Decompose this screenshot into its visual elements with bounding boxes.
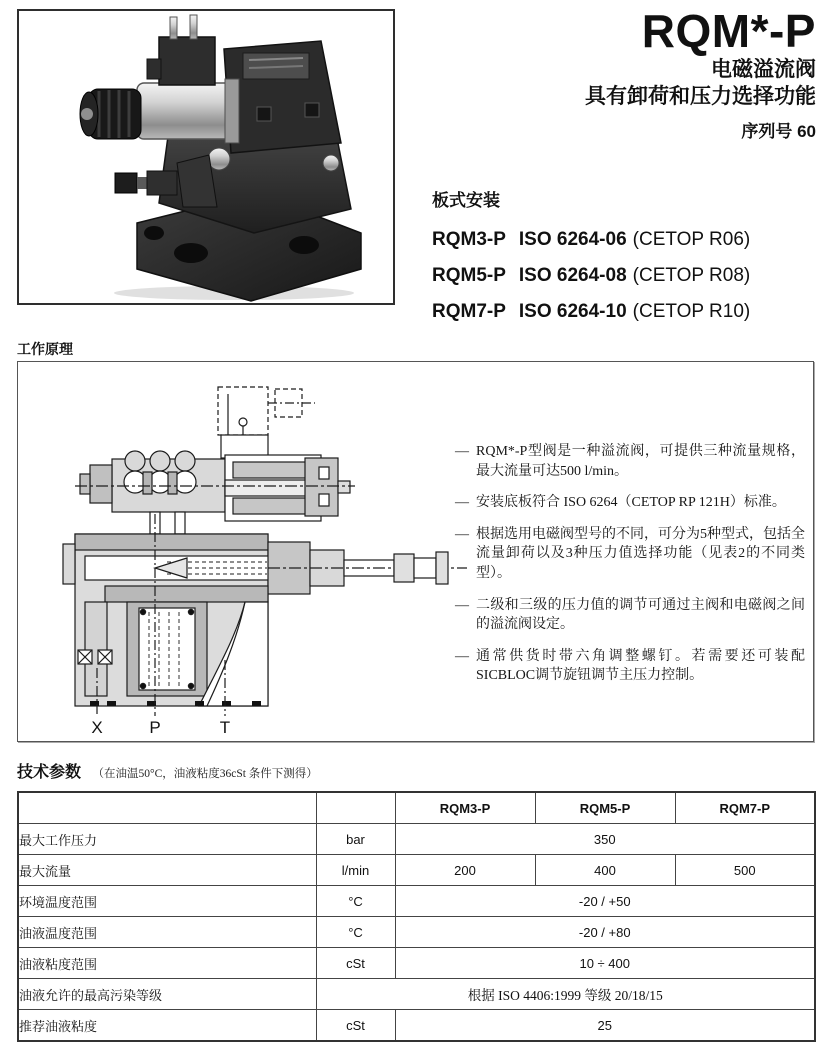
specs-heading: 技术参数 [17,764,82,781]
bullet-text: 通常供货时带六角调整螺钉。若需要还可装配SICBLOC调节旋钮调节主压力控制。 [476,648,805,684]
subtitle-function: 具有卸荷和压力选择功能 [585,85,816,109]
specs-header-row [18,792,815,824]
spec-param-name: 油液允许的最高污染等级 [18,979,316,1010]
bullet-text: 根据选用电磁阀型号的不同，可分为5种型式，包括全流量卸荷以及3种压力值选择功能（见表2的不同类型）。 [476,526,805,581]
model-code: RQM3-P [432,229,506,250]
model-iso-standard: ISO 6264-06 [518,229,627,250]
spec-param-name: 油液温度范围 [18,917,316,948]
solenoid-tube [137,83,237,139]
spec-row [18,855,815,886]
port-label-p: P [149,718,161,737]
model-iso-standard: ISO 6264-10 [518,301,627,322]
series-number: 序列号 60 [741,122,816,142]
spec-unit: bar [316,824,395,855]
spec-param-name: 最大流量 [18,855,316,886]
specs-heading-row [17,759,318,782]
subtitle-product-type: 电磁溢流阀 [711,57,816,81]
feature-bullet [455,647,805,686]
product-photo [19,11,393,303]
spec-unit: l/min [316,855,395,886]
bullet-dash: — [455,495,469,511]
bullet-dash: — [455,648,469,664]
feature-bullet [455,442,805,481]
model-cetop-size: (CETOP R10) [632,301,751,322]
bolt [323,155,339,171]
spec-row [18,824,815,855]
spec-unit: cSt [316,1010,395,1042]
model-row [432,222,750,258]
spec-row [18,1010,815,1042]
specs-test-condition: （在油温50°C，油液粘度36cSt 条件下测得） [92,768,318,780]
spec-unit: °C [316,886,395,917]
valve-cross-section-diagram [47,364,477,740]
spec-column-header: RQM3-P [395,792,535,824]
model-cetop-size: (CETOP R08) [632,265,751,286]
principle-heading: 工作原理 [17,341,73,357]
spec-param-name: 环境温度范围 [18,886,316,917]
bullet-dash: — [455,526,469,542]
connector-pin [170,17,177,39]
spec-value: 200 [395,855,535,886]
feature-bullet [455,493,805,513]
connector-pin [190,15,197,39]
spec-param-name: 油液粘度范围 [18,948,316,979]
spec-merged-value: 根据 ISO 4406:1999 等级 20/18/15 [316,979,815,1010]
specs-table [17,791,816,1042]
model-list [432,222,750,330]
spec-row [18,886,815,917]
spec-unit: °C [316,917,395,948]
bullet-text: 安装底板符合 ISO 6264（CETOP RP 121H）标准。 [476,495,786,511]
bullet-text: RQM*-P型阀是一种溢流阀，可提供三种流量规格，最大流量可达500 l/min。 [476,444,805,479]
spec-row [18,979,815,1010]
spec-column-header: RQM7-P [675,792,815,824]
spec-value: 350 [395,824,815,855]
port-label-x: X [91,718,103,737]
model-row [432,294,750,330]
model-code: RQM5-P [432,265,506,286]
spec-unit: cSt [316,948,395,979]
spec-column-header: RQM5-P [535,792,675,824]
port-label-t: T [219,718,231,737]
spec-header-param-cell [18,792,316,824]
model-code: RQM7-P [432,301,506,322]
spec-row [18,917,815,948]
feature-bullet [455,525,805,584]
spec-value: 500 [675,855,815,886]
spec-value: 10 ÷ 400 [395,948,815,979]
page-title: RQM*-P [641,5,816,57]
din-connector [159,37,215,85]
principle-box [17,361,814,742]
model-iso-standard: ISO 6264-08 [518,265,627,286]
mounting-heading: 板式安装 [432,191,500,210]
feature-bullet-list [455,442,805,698]
feature-bullet [455,596,805,635]
adjust-screw-hex [115,173,137,193]
mounting-block [432,186,750,330]
spec-row [18,948,815,979]
spec-param-name: 推荐油液粘度 [18,1010,316,1042]
product-photo-frame [17,9,395,305]
model-cetop-size: (CETOP R06) [632,229,751,250]
spec-value: 25 [395,1010,815,1042]
bullet-dash: — [455,444,469,459]
spec-value: 400 [535,855,675,886]
spec-header-unit-cell [316,792,395,824]
bullet-text: 二级和三级的压力值的调节可通过主阀和电磁阀之间的溢流阀设定。 [476,597,805,633]
spec-value: -20 / +80 [395,917,815,948]
spec-value: -20 / +50 [395,886,815,917]
bullet-dash: — [455,597,469,613]
spec-param-name: 最大工作压力 [18,824,316,855]
model-row [432,258,750,294]
title-block [585,5,816,142]
